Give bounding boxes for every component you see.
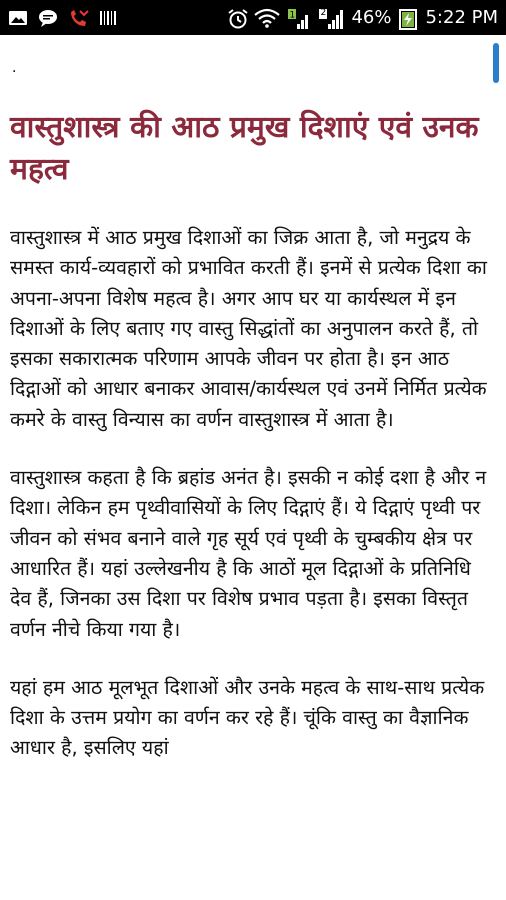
sim2-label: 2 (320, 7, 327, 18)
notification-icons (8, 8, 118, 28)
barcode-icon (98, 8, 118, 28)
article-view[interactable] (0, 35, 506, 900)
battery-charging-icon (398, 8, 418, 28)
alarm-icon (227, 8, 247, 28)
article-paragraph-3: यहां हम आठ मूलभूत दिशाओं और उनके महत्व के साथ-साथ प्रत्येक दिशा के उत्तम प्रयोग का वर्णन कर रहे हैं। चूंकि वास्तु का वैज्ञानिक आधार है, इसलिए यहां (10, 675, 485, 760)
missed-call-icon (68, 8, 88, 28)
clock-time: 5:22 PM (425, 6, 498, 28)
sim2-signal-icon (318, 8, 344, 28)
wifi-icon (254, 8, 280, 28)
svg-text:1: 1 (289, 10, 296, 20)
article-paragraph-2: वास्तुशास्त्र कहता है कि ब्रहांड अनंत है। इसकी न कोई दशा है और न दिशा। लेकिन हम पृथ्वीवासियों के लिए दिद्गाएं हैं। ये दिद्गाएं पृथ्वी पर जीवन को संभव बनाने वाले गृह सूर्य एवं पृथ्वी के चुम्बकीय क्षेत्र पर आधारित हैं। यहां उल्लेखनीय है कि आठों मूल दिद्गाओं के प्रतिनिधि देव हैं, जिनका उस दिशा पर विशेष प्रभाव पड़ता है। इसका विस्तृत वर्णन नीचे किया गया है। (10, 466, 487, 641)
article-body (10, 223, 494, 792)
bullet-dot: . (12, 60, 17, 76)
scroll-indicator[interactable] (493, 43, 499, 83)
article-title: वास्तुशास्त्र की आठ प्रमुख दिशाएं एवं उनक महत्व (10, 110, 479, 187)
system-icons (227, 8, 498, 28)
chat-notification-icon (38, 8, 58, 28)
battery-percent: 46% (351, 6, 392, 28)
sim1-signal-icon (287, 8, 311, 28)
status-bar (0, 0, 506, 35)
article-paragraph-1: वास्तुशास्त्र में आठ प्रमुख दिशाओं का जिक्र आता है, जो मनुद्रय के समस्त कार्य-व्यवहारों को प्रभावित करती हैं। इनमें से प्रत्येक दिशा का अपना-अपना विशेष महत्व है। अगर आप घर या कार्यस्थल में इन दिशाओं के लिए बताए गए वास्तु सिद्धांतों का अनुपालन करते हैं, तो इसका सकारात्मक परिणाम आपके जीवन पर होता है। इन आठ दिद्गाओं को आधार बनाकर आवास/कार्यस्थल एवं उनमें निर्मित प्रत्येक कमरे के वास्तु विन्यास का वर्णन वास्तुशास्त्र में आता है। (10, 226, 487, 431)
photo-notification-icon (8, 8, 28, 28)
